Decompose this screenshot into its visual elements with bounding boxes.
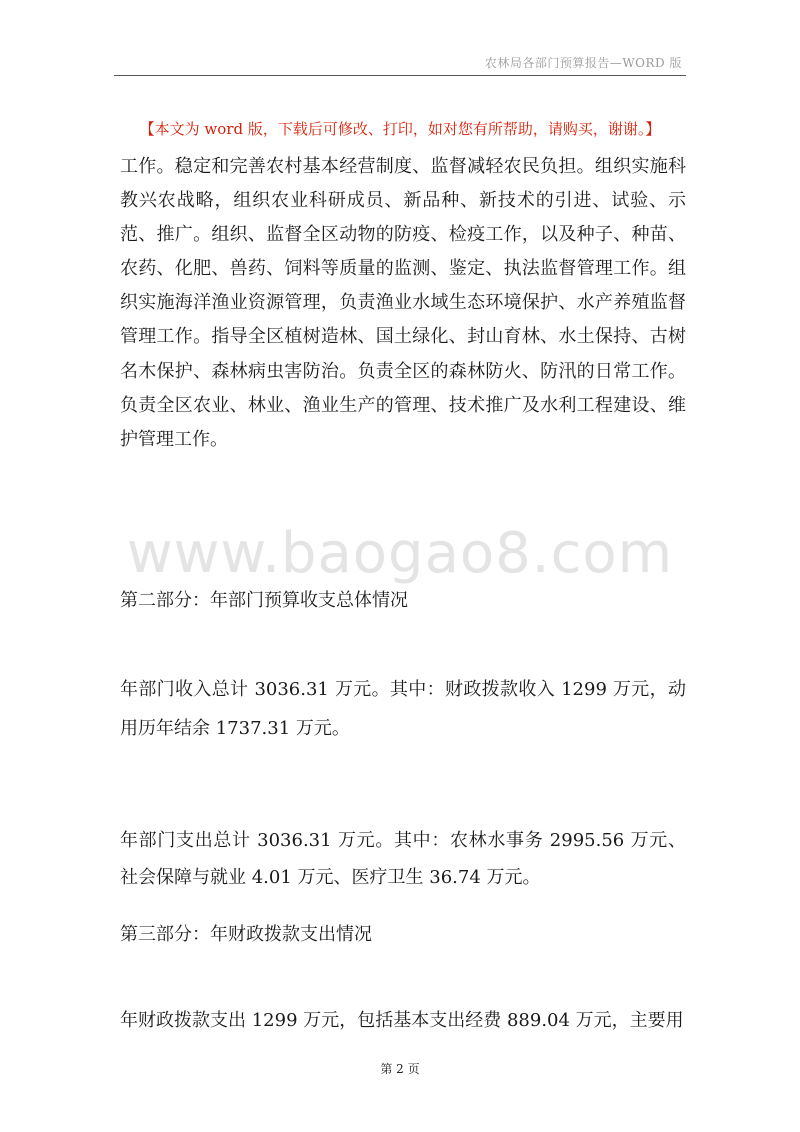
section-heading-2: 第二部分：年部门预算收支总体情况 (120, 590, 408, 611)
header-divider (114, 75, 686, 76)
body-paragraph-2: 年部门收入总计 3036.31 万元。其中：财政拨款收入 1299 万元，动用历年结余 1737.31 万元。 (120, 679, 686, 739)
document-header-title: 农林局各部门预算报告—WORD 版 (484, 56, 682, 70)
body-paragraph-1: 工作。稳定和完善农村基本经营制度、监督减轻农民负担。组织实施科教兴农战略，组织农业科研成员、新品种、新技术的引进、试验、示范、推广。组织、监督全区动物的防疫、检疫工作，以及种子、种苗、农药、化肥、兽药、饲料等质量的监测、鉴定、执法监督管理工作。组织实施海洋渔业资源管理，负责渔业水域生态环境保护、水产养殖监督管理工作。指导全区植树造林、国土绿化、封山育林、水土保持、古树名木保护、森林病虫害防治。负责全区的森林防火、防汛的日常工作。负责全区农业、林业、渔业生产的管理、技术推广及水利工程建设、维护管理工作。 (120, 156, 686, 450)
body-paragraph-3: 年部门支出总计 3036.31 万元。其中：农林水事务 2995.56 万元、社会保障与就业 4.01 万元、医疗卫生 36.74 万元。 (120, 830, 686, 888)
page-number: 第 2 页 (380, 1062, 420, 1076)
download-notice: 【本文为 word 版，下载后可修改、打印，如对您有所帮助，请购买，谢谢。】 (139, 120, 661, 138)
section-heading-3: 第三部分：年财政拨款支出情况 (120, 924, 372, 945)
body-paragraph-4: 年财政拨款支出 1299 万元，包括基本支出经费 889.04 万元，主要用 (120, 1010, 684, 1031)
watermark: www.baogao8.com (126, 521, 674, 586)
